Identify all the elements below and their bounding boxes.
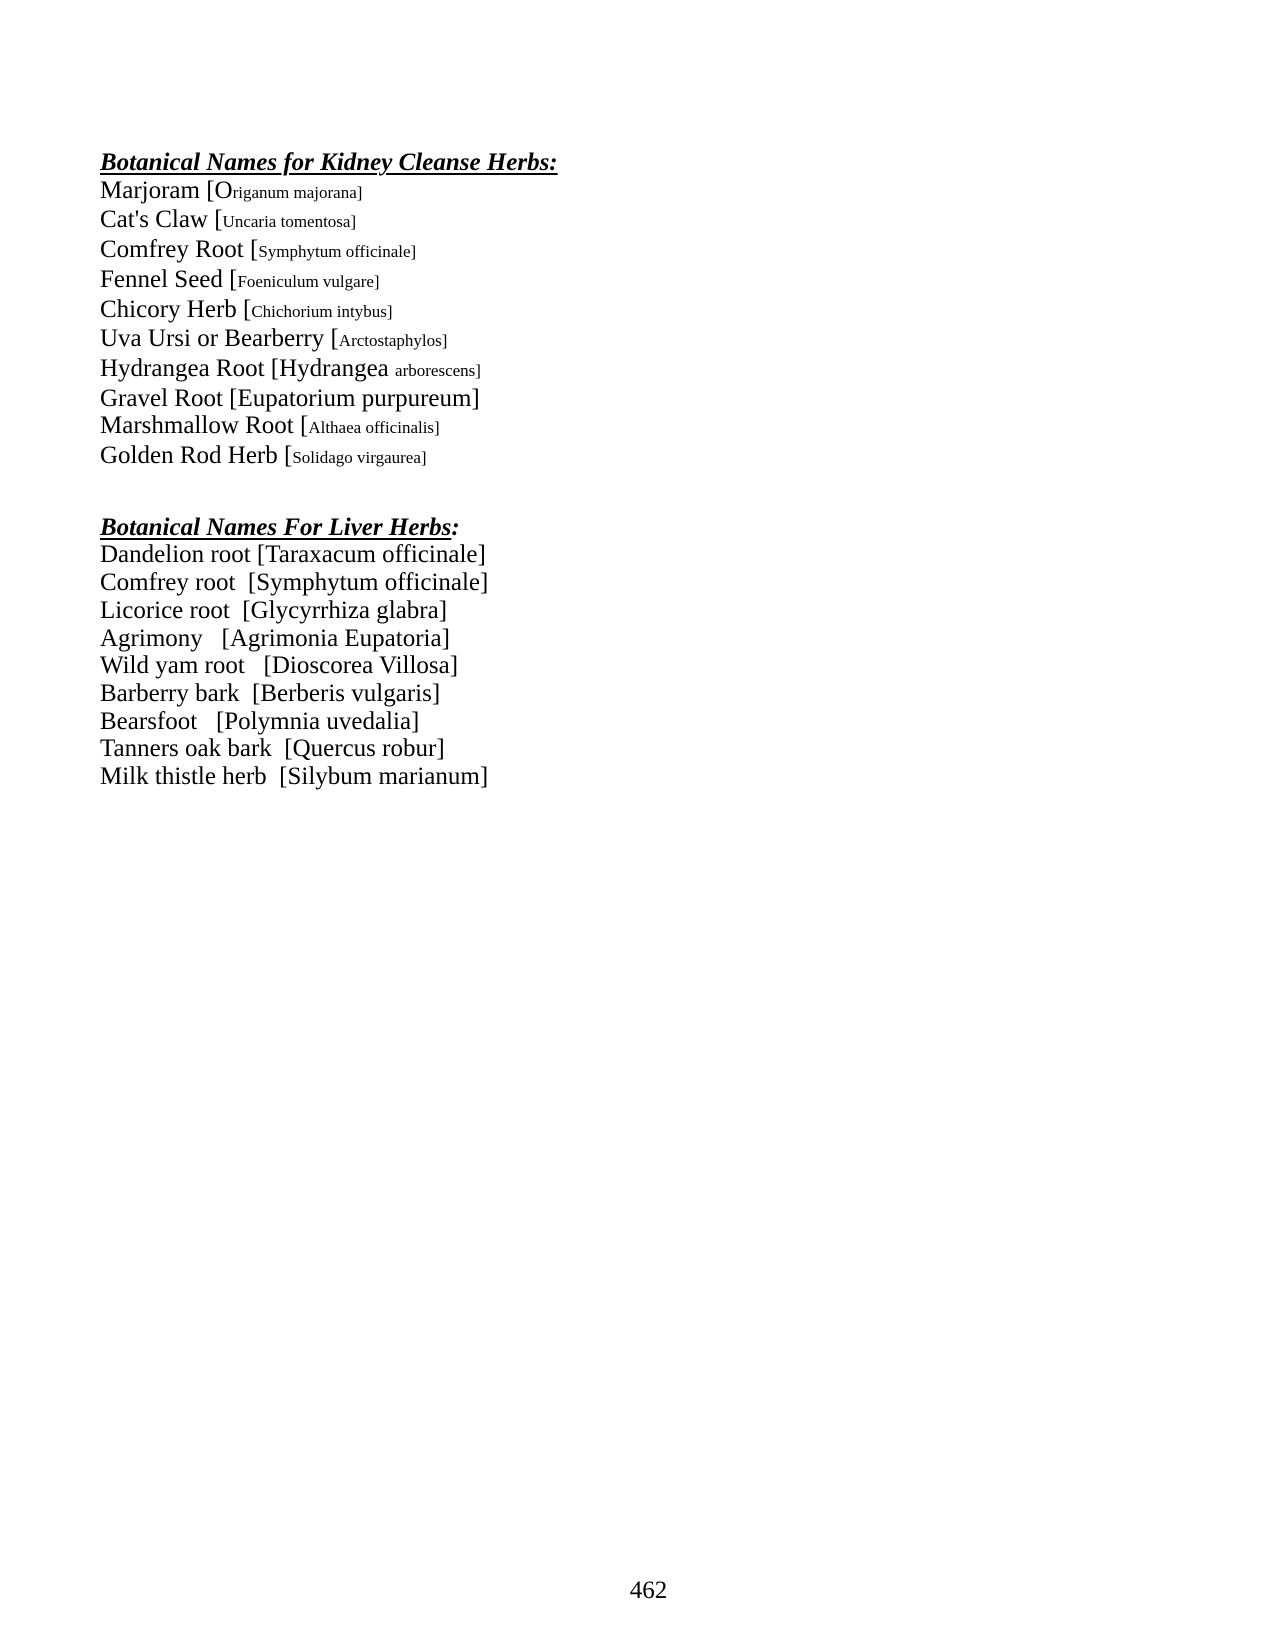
kidney-heading-text: Botanical Names for Kidney Cleanse Herbs: (100, 149, 558, 176)
liver-section (100, 514, 558, 791)
herb-list-item (100, 177, 558, 207)
herb-list-item (100, 385, 558, 413)
herb-list-item: Tanners oak bark [Quercus robur] (100, 735, 445, 763)
liver-heading-suffix: : (451, 513, 460, 541)
herb-list-item (100, 236, 558, 266)
herb-list-item (100, 266, 558, 296)
herb-common-name: Comfrey Root [ (100, 236, 259, 264)
document-content (100, 149, 558, 791)
herb-common-name: Chicory Herb [ (100, 295, 252, 323)
herb-common-name: Cat's Claw [ (100, 206, 223, 234)
herb-list-item: Barberry bark [Berberis vulgaris] (100, 679, 441, 707)
herb-common-name: Golden Rod Herb [ (100, 442, 293, 470)
kidney-section-heading (100, 149, 558, 177)
herb-list-item: Agrimony [Agrimonia Eupatoria] (100, 624, 450, 652)
liver-section-heading (100, 514, 558, 542)
herb-list-item (100, 296, 558, 326)
liver-herb-list (100, 541, 558, 790)
herb-latin-name: Solidago virgaurea] (292, 448, 427, 468)
herb-common-name: Gravel Root [Eupatorium purpureum] (100, 384, 480, 412)
herb-common-name: Marshmallow Root [ (100, 412, 309, 440)
herb-list-item: Dandelion root [Taraxacum officinale] (100, 541, 486, 569)
herb-latin-name: Arctostaphylos] (338, 331, 448, 351)
herb-latin-name: riganum majorana] (232, 182, 363, 202)
herb-list-item (100, 442, 558, 472)
herb-latin-name: Symphytum officinale] (258, 242, 417, 262)
herb-common-name: Marjoram [O (100, 176, 233, 204)
page-footer (0, 1577, 1275, 1605)
page-number: 462 (629, 1577, 668, 1604)
kidney-herb-list (100, 177, 558, 472)
herb-common-name: Fennel Seed [ (100, 265, 238, 293)
herb-latin-name: Althaea officinalis] (308, 418, 440, 438)
herb-common-name: Uva Ursi or Bearberry [ (100, 325, 339, 353)
herb-list-item (100, 355, 558, 385)
herb-list-item (100, 206, 558, 236)
herb-common-name: Hydrangea Root [Hydrangea (100, 354, 396, 382)
herb-latin-name: Uncaria tomentosa] (222, 212, 357, 232)
kidney-section (100, 149, 558, 472)
herb-list-item (100, 325, 558, 355)
herb-list-item: Comfrey root [Symphytum officinale] (100, 569, 489, 597)
herb-latin-name: Foeniculum vulgare] (237, 271, 380, 291)
herb-list-item: Milk thistle herb [Silybum marianum] (100, 763, 489, 791)
herb-list-item (100, 412, 558, 442)
herb-latin-name: Chichorium intybus] (251, 301, 393, 321)
herb-list-item: Licorice root [Glycyrrhiza glabra] (100, 596, 448, 624)
herb-list-item: Bearsfoot [Polymnia uvedalia] (100, 707, 420, 735)
herb-list-item: Wild yam root [Dioscorea Villosa] (100, 652, 459, 680)
liver-heading-text: Botanical Names For Liver Herbs (100, 513, 452, 541)
herb-latin-name: arborescens] (395, 360, 481, 380)
